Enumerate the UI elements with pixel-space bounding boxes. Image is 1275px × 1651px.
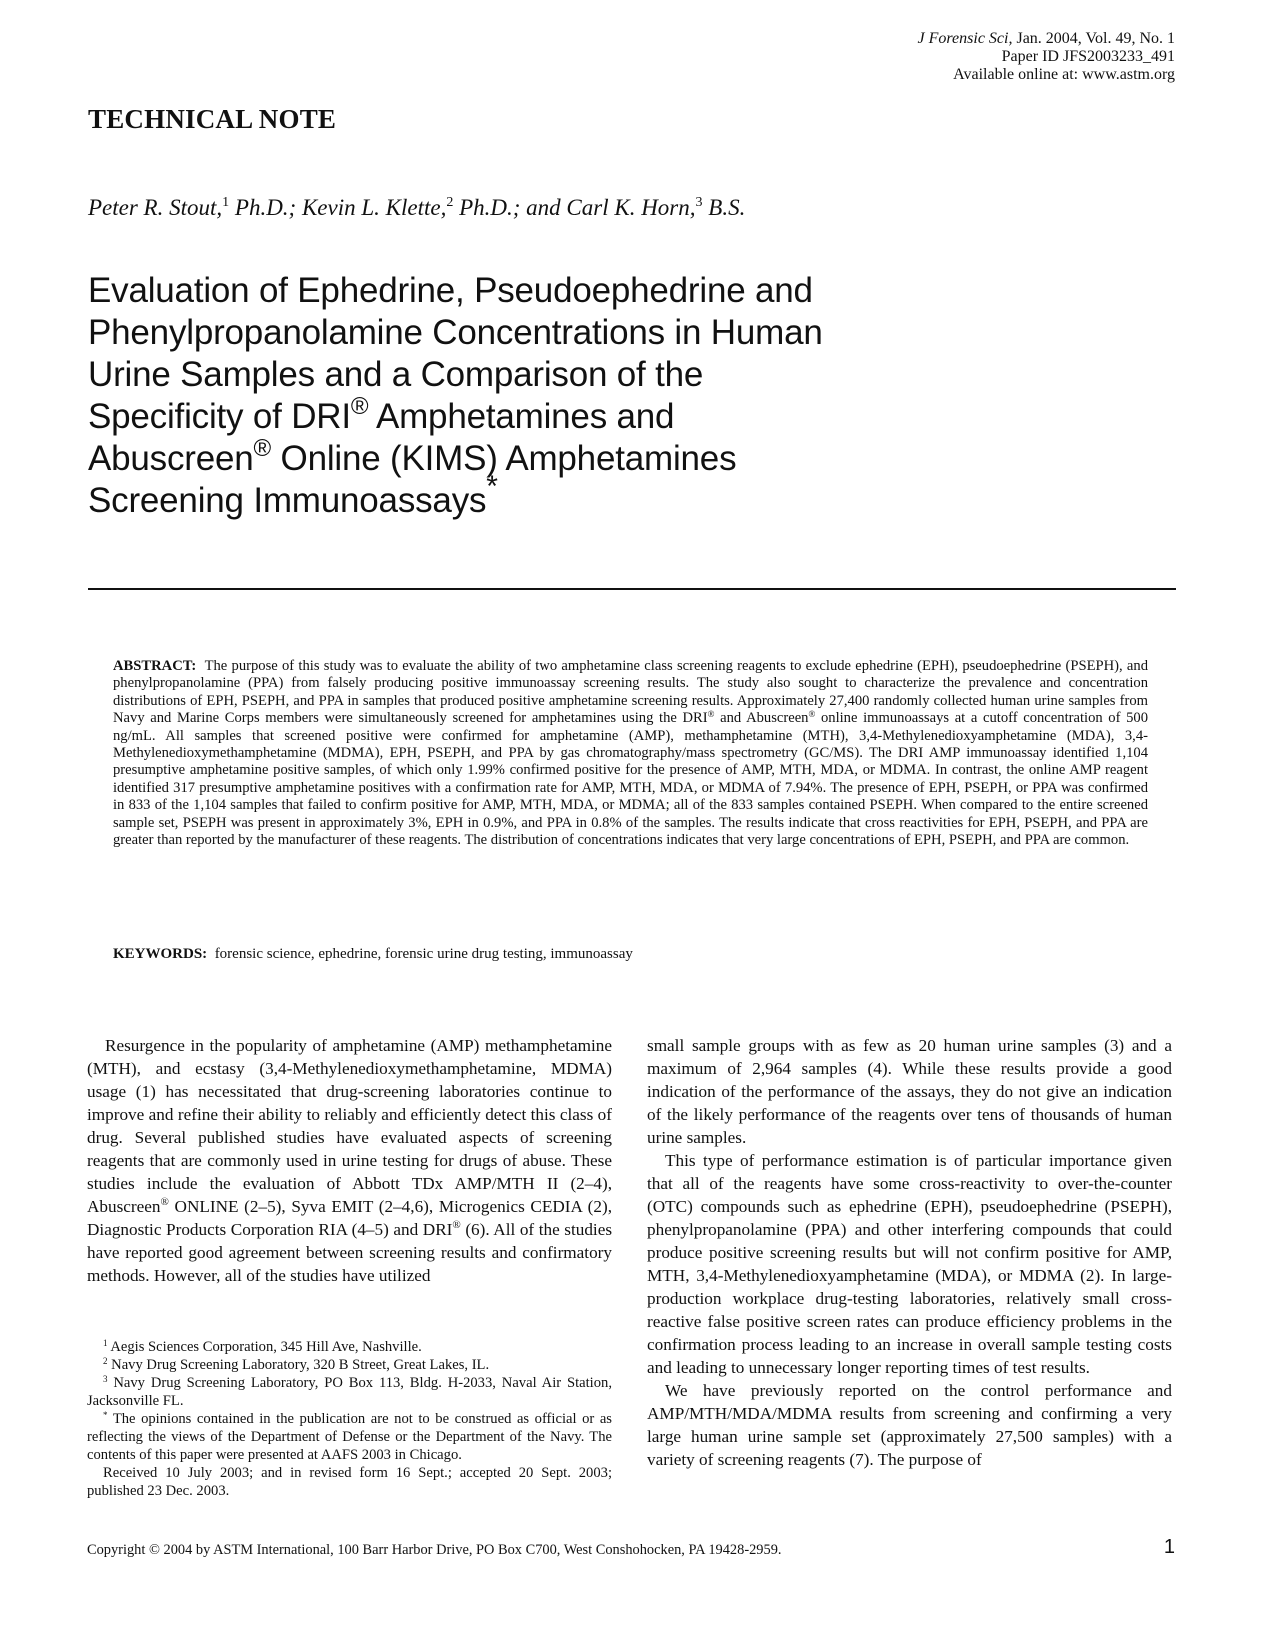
footnote [87, 1374, 612, 1410]
title-footnote-mark: * [486, 470, 498, 503]
title-line: Specificity of DRI [88, 397, 351, 436]
registered-mark: ® [452, 1219, 461, 1231]
keywords-label: KEYWORDS: [113, 946, 208, 962]
keywords [113, 945, 633, 963]
body-text: Resurgence in the popularity of amphetamine (AMP) methamphetamine (MTH), and ecstasy (3,4-Methylenedioxymethamphetamine, MDMA) usage (1) has necessitated that drug-screening laboratories continue to improve and refine their ability to reliably and efficiently detect this class of drug. Several published studies have evaluated aspects of screening reagents that are commonly used in urine testing for drugs of abuse. These studies include the evaluation of Abbott TDx AMP/MTH II (2–4), Abuscreen [87, 1036, 612, 1216]
footnote-text: The opinions contained in the publication are not to be construed as official or as reflecting the views of the Department of Defense or the Department of the Navy. The contents of this paper were presented at AAFS 2003 in Chicago. [87, 1411, 612, 1463]
abstract [113, 658, 1148, 849]
footnote-text: Navy Drug Screening Laboratory, 320 B Street, Great Lakes, IL. [111, 1357, 490, 1373]
journal-citation [575, 30, 1175, 48]
received-dates [87, 1464, 612, 1500]
body-text: (6). All of the studies have reported good agreement between screening results and confirmatory methods. However, all of the studies have utilized [87, 1220, 613, 1285]
section-label: TECHNICAL NOTE [88, 104, 337, 134]
article-title [88, 270, 988, 522]
body-paragraph: This type of performance estimation is of particular importance given that all of the reagents have some cross-reactivity to over-the-counter (OTC) compounds such as ephedrine (EPH), pseudoephedrine (PSEPH), phenylpropanolamine (PPA) and other interfering compounds that could produce positive screening results but will not confirm positive for AMP, MTH, 3,4-Methylenedioxyamphetamine (MDA), or MDMA (2). In large-production workplace drug-testing laboratories, relatively small cross-reactive false positive screen rates can produce efficiency problems in the confirmation process leading to an increase in overall sample testing costs and leading to unnecessary longer reporting times of test results. [647, 1151, 1172, 1377]
author-name: Kevin L. Klette, [301, 195, 447, 220]
registered-mark: ® [160, 1196, 169, 1208]
footnote-mark: 2 [103, 1356, 108, 1366]
journal-issue: Jan. 2004, Vol. 49, No. 1 [1016, 30, 1175, 47]
registered-mark: ® [808, 709, 816, 720]
body-column-left [87, 1034, 612, 1287]
copyright-notice: Copyright © 2004 by ASTM International, 100 Barr Harbor Drive, PO Box C700, West Conshohocken, PA 19428-2959. [87, 1542, 782, 1558]
footnote-text: Received 10 July 2003; and in revised form 16 Sept.; accepted 20 Sept. 2003; published 23 Dec. 2003. [87, 1465, 612, 1499]
registered-mark: ® [253, 435, 272, 462]
footnote [87, 1410, 612, 1464]
footnote-mark: * [103, 1410, 108, 1420]
journal-name: J Forensic Sci, [917, 30, 1013, 47]
title-line: Abuscreen [88, 439, 254, 478]
title-line: Screening Immunoassays [88, 481, 487, 520]
author-degree: Ph.D.; and [459, 195, 561, 220]
availability-note: Available online at: www.astm.org [953, 66, 1175, 83]
title-line: Online (KIMS) Amphetamines [280, 439, 737, 478]
author-name: Peter R. Stout, [88, 195, 223, 220]
abstract-label: ABSTRACT: [113, 658, 197, 674]
keywords-text: forensic science, ephedrine, forensic urine drug testing, immunoassay [214, 946, 633, 962]
footnote [87, 1338, 612, 1356]
page-number: 1 [1163, 1536, 1175, 1558]
author-degree: B.S. [708, 195, 746, 220]
abstract-text: online immunoassays at a cutoff concentration of 500 ng/mL. All samples that screened positive were confirmed for amphetamine (AMP), methamphetamine (MTH), 3,4-Methylenedioxyamphetamine (MDA), 3,4-Methylenedioxymethamphetamine (MDMA), EPH, PSEPH, and PPA by gas chromatography/mass spectrometry (GC/MS). The DRI AMP immunoassay identified 1,104 presumptive amphetamine positive samples, of which only 1.99% confirmed positive for the presence of AMP, MTH, MDA, or MDMA. In contrast, the online AMP reagent identified 317 presumptive amphetamine positives with a confirmation rate for AMP, MTH, MDA, or MDMA of 7.94%. The presence of EPH, PSEPH, or PPA was confirmed in 833 of the 1,104 samples that failed to confirm positive for AMP, MTH, MDA, or MDMA; all of the 833 samples contained PSEPH. When compared to the entire screened sample set, PSEPH was present in approximately 3%, EPH in 0.9%, and PPA in 0.8% of the samples. The results indicate that cross reactivities for EPH, PSEPH, and PPA are greater than reported by the manufacturer of these reagents. The distribution of concentrations indicates that very large concentrations of EPH, PSEPH, and PPA are common. [113, 710, 1149, 849]
registered-mark: ® [707, 709, 715, 720]
abstract-text: and Abuscreen [720, 710, 809, 727]
title-line: Amphetamines and [375, 397, 675, 436]
body-paragraph: small sample groups with as few as 20 human urine samples (3) and a maximum of 2,964 samples (4). While these results provide a good indication of the performance of the assays, they do not give an indication of the likely performance of the reagents over tens of thousands of human urine samples. [647, 1036, 1172, 1147]
author-degree: Ph.D.; [234, 195, 297, 220]
title-divider [88, 588, 1176, 590]
body-paragraph: We have previously reported on the control performance and AMP/MTH/MDA/MDMA results from screening and confirming a very large human urine sample set (approximately 27,500 samples) with a variety of screening reagents (7). The purpose of [647, 1381, 1172, 1469]
footnote-text: Aegis Sciences Corporation, 345 Hill Ave, Nashville. [110, 1339, 422, 1355]
footnote-mark: 1 [103, 1338, 108, 1348]
body-paragraph [87, 1034, 612, 1287]
title-line: Urine Samples and a Comparison of the [88, 355, 704, 394]
footnotes [87, 1338, 612, 1500]
abstract-text: The purpose of this study was to evaluate the ability of two amphetamine class screening reagents to exclude ephedrine (EPH), pseudoephedrine (PSEPH), and phenylpropanolamine (PPA) from falsely producing positive immunoassay screening results. The study also sought to characterize the prevalence and concentration distributions of EPH, PSEPH, and PPA in samples that produced positive amphetamine screening results. Approximately 27,400 randomly collected human urine samples from Navy and Marine Corps members were simultaneously screened for amphetamines using the DRI [113, 658, 1148, 727]
title-line: Phenylpropanolamine Concentrations in Human [88, 313, 823, 352]
body-column-right [647, 1034, 1172, 1471]
registered-mark: ® [350, 393, 369, 420]
body-text: ONLINE (2–5), Syva EMIT (2–4,6), Microgenics CEDIA (2), Diagnostic Products Corporation RIA (4–5) and DRI [87, 1197, 612, 1239]
author-name: Carl K. Horn, [566, 195, 696, 220]
title-line: Evaluation of Ephedrine, Pseudoephedrine and [88, 271, 813, 310]
affiliation-mark: 2 [446, 195, 454, 210]
author-list [88, 195, 745, 221]
footnote-text: Navy Drug Screening Laboratory, PO Box 113, Bldg. H-2033, Naval Air Station, Jacksonville FL. [87, 1375, 612, 1409]
footnote [87, 1356, 612, 1374]
affiliation-mark: 3 [695, 195, 703, 210]
journal-header [575, 30, 1175, 84]
footnote-mark: 3 [103, 1374, 108, 1384]
affiliation-mark: 1 [222, 195, 230, 210]
paper-id: Paper ID JFS2003233_491 [1001, 48, 1175, 65]
